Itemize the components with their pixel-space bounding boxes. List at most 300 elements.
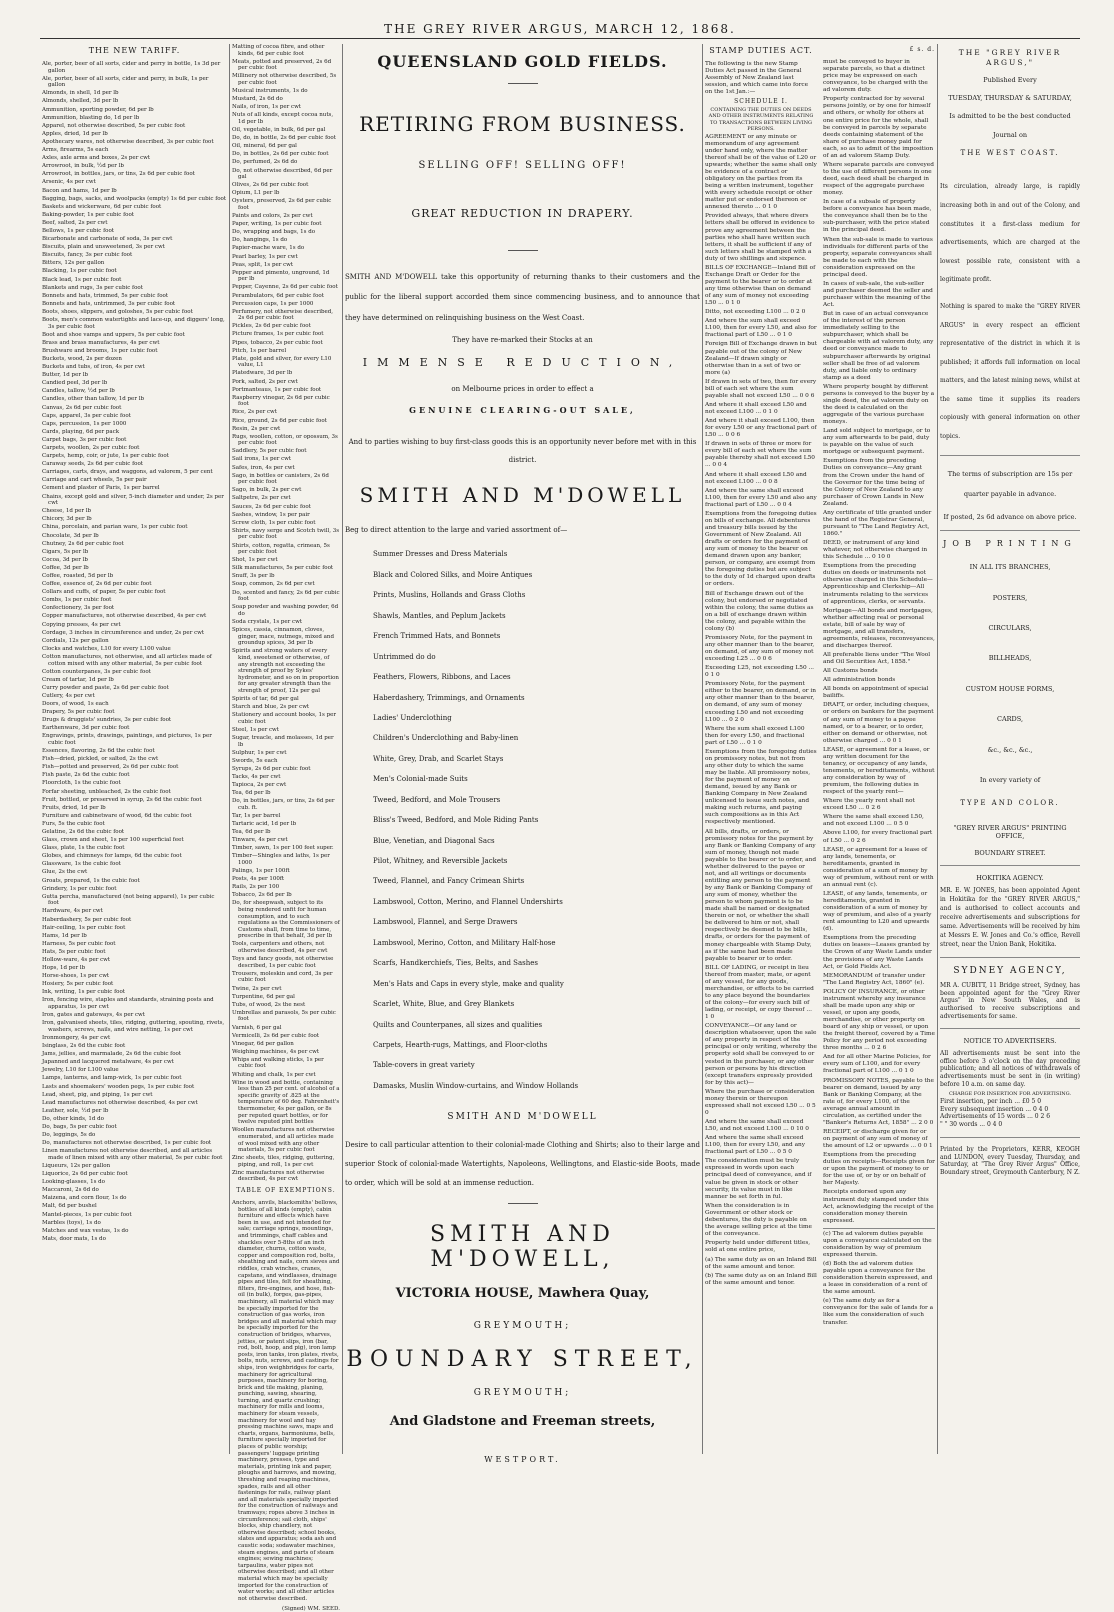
stamp-entry: DEED, or instrument of any kind whatever, not otherwise charged in this Schedule ... 0 10 0 xyxy=(823,540,928,561)
tariff-line: Arsenic, 4s per cwt xyxy=(42,179,96,186)
tariff-line: Iron, galvanised sheets, tiles, ridging, guttering, spouting, rivets, washers, screws, nails, and wire netting, 1s per cwt xyxy=(42,1020,225,1033)
tariff-line: Spirits and strong waters of every kind, sweetened or otherwise, of any strength not exceeding the strength of proof by Sykes' hydrometer, and so on in proportion for any greater strength than the strength of proof, 12s per gal xyxy=(232,648,339,694)
goods-item: Lambswool, Flannel, and Serge Drawers xyxy=(373,918,518,927)
westport: WESTPORT. xyxy=(484,1454,561,1464)
tariff-line: Tinware, 4s per cwt xyxy=(232,837,288,844)
tariff-line: Do, hangings, 1s do xyxy=(232,237,288,244)
stamp-entry: All Customs bonds xyxy=(823,668,878,675)
tariff-line: Do, do, in bottle, 2s 6d per cubic foot xyxy=(232,135,336,142)
stamp-entry: must be conveyed to buyer in separate parcels, so that a distinct price may be expressed on each conveyance, to be charged with the ad valorem duty. xyxy=(823,59,928,94)
tariff-line: Haberdashery, 5s per cubic foot xyxy=(42,916,132,923)
rule xyxy=(940,530,1080,531)
stamp-entry: In case of a subsale of property before a conveyance has been made, the conveyance shall then be to the sub-purchaser, with the price stated in the principal deed. xyxy=(823,199,932,234)
schedule-subheading: CONTAINING THE DUTIES ON DEEDS AND OTHER INSTRUMENTS RELATING TO TRANSACTIONS BETWEEN LIVING PERSONS. xyxy=(708,107,814,132)
stamp-entry: And where the same shall exceed L50, and not exceed L100 ... 0 10 0 xyxy=(705,1119,809,1133)
tariff-line: Whips and walking sticks, 1s per cubic foot xyxy=(232,1056,324,1070)
tariff-line: Ammunition, sporting powder, 6d per lb xyxy=(42,106,154,113)
tariff-line: Fish—dried, pickled, or salted, 2s the cwt xyxy=(42,756,159,763)
tariff-line: Leather, sole, ½d per lb xyxy=(42,1107,109,1114)
tariff-line: Lasts and shoemakers' wooden pegs, 1s per cubic foot xyxy=(42,1083,195,1090)
rule xyxy=(940,957,1080,958)
column-rule xyxy=(342,44,343,1454)
tariff-line: Peas, split, 1s per cwt xyxy=(232,261,294,268)
tariff-line: Mustard, 2s 6d do xyxy=(232,96,283,103)
tariff-line: Tea, 6d per lb xyxy=(232,790,271,797)
tariff-line: Earthenware, 3d per cubic foot xyxy=(42,725,130,732)
tariff-line: Linen manufactures not otherwise described, and all articles made of linen mixed with any other material, 5s per cubic foot xyxy=(42,1148,223,1161)
tariff-line: Furniture and cabinetware of wood, 6d the cubic foot xyxy=(42,812,192,819)
schedule-heading: SCHEDULE I. xyxy=(734,98,788,106)
stamp-entry: All bonds on appointment of special bailiffs. xyxy=(823,686,929,700)
tariff-line: Fish paste, 2s 6d the cubic foot xyxy=(42,772,130,779)
tariff-line: Cement and plaster of Paris, 1s per barrel xyxy=(42,485,160,492)
tariff-line: Saddlery, 5s per cubic foot xyxy=(232,448,307,455)
stamp-duties-column xyxy=(705,44,935,1454)
tariff-line: Tacks, 4s per cwt xyxy=(232,773,281,780)
tariff-line: Marbles (toys), 1s do xyxy=(42,1219,101,1226)
tariff-line: Nuts of all kinds, except cocoa nuts, 1d per lb xyxy=(232,112,334,125)
tariff-line: Fruits, dried, 1d per lb xyxy=(42,804,106,811)
tariff-line: Carpet bags, 3s per cubic foot xyxy=(42,436,127,443)
sydney-heading: SYDNEY AGENCY, xyxy=(953,966,1067,977)
stamp-entry: If drawn in sets of three or more for every bill of each set where the sum payable thereby shall not exceed L50 ... 0 0 4 xyxy=(705,441,815,469)
tariff-line: Zinc manufactures not otherwise described, 4s per cwt xyxy=(232,1169,325,1183)
tariff-line: Maccaroni, 2s 6d do xyxy=(42,1187,99,1194)
tariff-line: Pitch, 1s per barrel xyxy=(232,347,287,354)
stamp-entry: LEASE, or agreement for a lease of any lands, tenements, or hereditaments, granted in consideration of a sum of money by way of premium, without rent or with an annual rent (c). xyxy=(823,846,934,888)
tariff-line: Almonds, shelled, 3d per lb xyxy=(42,98,119,105)
tariff-line: Zinc sheets, tiles, ridging, guttering, piping, and roll, 1s per cwt xyxy=(232,1155,335,1168)
tariff-line: Weighing machines, 4s per cwt xyxy=(232,1048,320,1055)
tariff-line: Palings, 1s per 100ft xyxy=(232,868,290,875)
tariff-line: Woollen manufactures not otherwise enumerated, and all articles made of wool mixed with any other materials, 5s per cubic foot xyxy=(232,1127,335,1154)
stamp-note: (d) Both the ad valorem duties payable upon a conveyance for the consideration therein expressed, and a lease in consideration of a rent of the same amount. xyxy=(823,1261,933,1296)
tariff-line: Pipes, tobacco, 2s per cubic foot xyxy=(232,339,323,346)
tariff-line: Oil, mineral, 6d per gal xyxy=(232,143,297,150)
office-line: "GREY RIVER ARGUS" PRINTING OFFICE, xyxy=(953,823,1067,841)
tariff-line: Millinery not otherwise described, 5s per cubic foot xyxy=(232,73,337,86)
tariff-line: Baskets and wickerware, 6d per cubic foot xyxy=(42,203,162,210)
stamp-notes-b xyxy=(823,1228,935,1327)
tariff-line: Bicarbonate and carbonate of soda, 3s per cwt xyxy=(42,236,173,243)
tariff-line: Fruit, bottled, or preserved in syrup, 2s 6d the cubic foot xyxy=(42,796,202,803)
tariff-line: Essences, flavoring, 2s 6d the cubic foot xyxy=(42,748,155,755)
journal-line: Journal on xyxy=(992,130,1028,139)
tariff-line: Combs, 1s per cubic foot xyxy=(42,597,112,604)
tariff-line: Raspberry vinegar, 2s 6d per cubic foot xyxy=(232,394,330,408)
tariff-line: Carpets, woollen, 2s per cubic foot xyxy=(42,445,140,451)
tariff-line: Cutlery, 4s per cwt xyxy=(42,692,95,699)
tariff-line: Tartaric acid, 1d per lb xyxy=(232,820,297,827)
tariff-line: Picture frames, 1s per cubic foot xyxy=(232,331,324,338)
stamp-entry: Promissory Note, for the payment in any other manner than to the bearer, on demand, of any sum of money not exceeding L25 ... 0 0 6 xyxy=(705,634,815,663)
stamp-entry: All bills, drafts, or orders, or promissory notes for the payment by any Bank or Banking Company of any sum of money, though not made payable to the bearer or to order, and whether delivered to the payee or not, and all writings or documents entitling any person to the payment by any Bank or Banking Company of any sum of money, whether the person to whom payment is to be made shall be named or designated therein or not, or whether the shall be delivered to him or not, shall respectively be deemed to be bills, drafts, or orders for the payment of money chargeable with Stamp Duty, as if the same had been made payable to bearer or to order. xyxy=(705,828,817,962)
tariff-line: Papier-mache ware, 1s do xyxy=(232,245,305,252)
tariff-line: Almonds, in shell, 1d per lb xyxy=(42,90,119,97)
service-item: &c., &c., &c., xyxy=(987,745,1033,754)
tariff-line: Pearl barley, 1s per cwt xyxy=(232,253,298,260)
tariff-line: Vermicelli, 2s 6d per cubic foot xyxy=(232,1032,320,1039)
tariff-line: Ammunition, blasting do, 1d per lb xyxy=(42,114,140,121)
job-printing-heading: JOB PRINTING xyxy=(943,538,1077,548)
desire-paragraph: Desire to call particular attention to their colonial-made Clothing and Shirts; also to their large and superior Stock of colonial-made Watertights, Napoleons, Wellingtons, and Elastic-side Boots, made to order, which will be sold at an immense reduction. xyxy=(345,1141,700,1188)
tariff-line: Do, other kinds, 1d do xyxy=(42,1115,104,1122)
tariff-line: Candles, other than tallow, 1d per lb xyxy=(42,396,144,403)
tariff-line: Mats, door mats, 1s do xyxy=(42,1235,106,1242)
tariff-line: Musical instruments, 1s do xyxy=(232,88,308,95)
tariff-line: Collars and cuffs, of paper, 5s per cubic foot xyxy=(42,589,166,596)
stamp-heading: STAMP DUTIES ACT. xyxy=(709,46,813,55)
boundary-street: BOUNDARY STREET, xyxy=(346,1346,699,1372)
masthead: THE GREY RIVER ARGUS, MARCH 12, 1868. xyxy=(384,22,736,36)
tariff-line: Engravings, prints, drawings, paintings, and pictures, 1s per cubic foot xyxy=(42,733,212,746)
tariff-line: Drapery, 5s per cubic foot xyxy=(42,709,115,716)
tariff-line: Soda crystals, 1s per cwt xyxy=(232,618,303,625)
rule xyxy=(940,1137,1080,1138)
stamp-entry: BILL OF LADING, or receipt in lieu thereof from master, mate, or agent of any vessel, for any goods, merchandise, or effects to be carried to any place beyond the boundaries of the colony—for every such bill of lading, or receipt, or copy thereof ... 1 0 xyxy=(705,964,814,1021)
tariff-line: Tar, 1s per barrel xyxy=(232,812,281,819)
tariff-line: Snuff, 3s per lb xyxy=(232,573,275,580)
stamp-entry: DRAFT, or order, including cheques, or orders on bankers for the payment of any sum of money to a payee named, or to a bearer, or to order, either on demand or otherwise, not otherwise charged ... 0 0 1 xyxy=(823,702,934,744)
tariff-line: Apothecary wares, not otherwise described, 3s per cubic foot xyxy=(42,138,214,145)
tariff-line: Fish—potted and preserved, 2s 6d per cubic foot xyxy=(42,764,179,771)
tariff-line: Paper, writing, 1s per cubic foot xyxy=(232,221,322,228)
tariff-line: Do, for sheepwash, subject to its being rendered unfit for human consumption, and to such regulations as the Commissioners of Customs shall, from time to time, prescribe in that behalf, 3d per lb xyxy=(232,900,340,940)
service-item: POSTERS, xyxy=(992,593,1028,602)
beg-line: Beg to direct attention to the large and varied assortment of— xyxy=(345,526,568,535)
tariff-line: Meats, potted and preserved, 2s 6d per cubic foot xyxy=(232,58,332,72)
rate-line: First insertion, per inch ... £0 5 0 xyxy=(940,1097,1042,1105)
stamp-entry: Provided always, that where divers letters shall be offered in evidence to prove any agreement between the parties who shall have written such letters, it shall be sufficient if any of such letters shall be stamped with a duty of two shillings and sixpence. xyxy=(705,213,815,262)
west-coast-line: THE WEST COAST. xyxy=(960,149,1060,158)
rule xyxy=(940,865,1080,866)
tariff-line: Shirts, cotton, regatta, crimean, 5s per cubic foot xyxy=(232,542,330,556)
stamp-entry: Bill of Exchange drawn out of the colony, but endorsed or negotiated within the colony, the same duties as on a bill of exchange drawn within the colony, and payable within the colony (b) xyxy=(705,590,814,632)
stamp-entry: LEASE, or agreement for a lease, or any written document for the tenancy, or occupancy of any lands, tenements, or hereditaments, without any consideration by way of premium, the following duties in respect of the yearly rent— xyxy=(823,746,935,796)
goods-item: Untrimmed do do xyxy=(373,652,436,661)
stamp-intro: The following is the new Stamp Duties Act passed in the General Assembly of New Zealand last session, and which came into force on the 1st Jan.:— xyxy=(705,61,809,96)
tariff-line: Do, leggings, 5s do xyxy=(42,1132,96,1139)
tariff-line: Isinglass, 2s 6d the cubic foot xyxy=(42,1043,126,1050)
stamp-entry: Exemptions from the preceding duties on receipts—Receipts given for or upon the payment of money to or for the use of, or by or on behalf of her Majesty. xyxy=(823,1152,935,1187)
tariff-line: Stationery and account books, 1s per cubic foot xyxy=(232,712,336,725)
tariff-line: Copying presses, 4s per cwt xyxy=(42,621,121,628)
goods-list xyxy=(345,544,700,1096)
tariff-line: Beef, salted, 2s per cwt xyxy=(42,219,108,226)
stamp-entry: The consideration must be truly expressed in words upon each principal deed of conveyance, and if value be given in stock or other security, its value must in like manner be set forth in ful. xyxy=(705,1158,812,1200)
tariff-line: Bagging, bags, sacks, and woolpacks (empty) 1s 6d per cubic foot xyxy=(42,195,227,202)
tariff-line: Arrowroot, in bulk, ½d per lb xyxy=(42,163,124,170)
stamp-entry: BILLS OF EXCHANGE—Inland Bill of Exchange Draft or Order for the payment to the bearer or to order at any time otherwise than on demand of any sum of money not exceeding L50 ... 0 1 0 xyxy=(705,264,816,307)
stamp-entry: Receipts endorsed upon any instrument duly stamped under this Act, acknowledging the receipt of the consideration money therein expressed. xyxy=(823,1189,934,1224)
tariff-line: Chutney, 2s 6d per cubic foot xyxy=(42,540,124,547)
tariff-line: Clocks and watches, L10 for every L100 value xyxy=(42,645,171,652)
street-line: BOUNDARY STREET. xyxy=(974,848,1046,857)
tariff-line: Spirits of tar, 6d per gal xyxy=(232,695,299,702)
tariff-line: Boots, shoes, slippers, and goloshes, 5s per cubic foot xyxy=(42,308,193,315)
column-rule xyxy=(937,44,938,1454)
tariff-line: Copper manufactures, not otherwise described, 4s per cwt xyxy=(42,613,207,620)
circulation-paragraph: Its circulation, already large, is rapidly increasing both in and out of the Colony, and constitutes it a first-class medium for advertisements, which are charged at the lowest possible rate, consistent with a legitimate profit. xyxy=(940,183,1080,284)
stamp-entry: Where the purchase or consideration money therein or thereupon expressed shall not exceed L50 ... 0 5 0 xyxy=(705,1088,816,1116)
rule xyxy=(940,1028,1080,1029)
tariff-line: Grindery, 1s per cubic foot xyxy=(42,885,117,892)
tariff-line: Bacon and hams, 1d per lb xyxy=(42,187,117,194)
tariff-line: Chicory, 3d per lb xyxy=(42,516,92,523)
retiring-heading: RETIRING FROM BUSINESS. xyxy=(359,112,686,136)
goods-item: Haberdashery, Trimmings, and Ornaments xyxy=(373,693,525,702)
tariff-line: Pepper, Cayenne, 2s 6d per cubic foot xyxy=(232,284,338,291)
stamp-notes-a xyxy=(705,1257,817,1287)
published-line: Published Every xyxy=(983,75,1037,84)
terms-line: The terms of subscription are 15s per quarter payable in advance. xyxy=(947,469,1073,499)
tariff-line: Chains, except gold and silver, 5-inch diameter and under, 2s per cwt xyxy=(42,493,224,507)
tariff-line: Hams, 1d per lb xyxy=(42,932,87,939)
tariff-line: Percussion caps, 1s per 1000 xyxy=(232,300,314,307)
smith-heading-3: SMITH AND M'DOWELL, xyxy=(430,1221,615,1272)
tariff-line: Hats, 5s per cubic foot xyxy=(42,948,106,955)
tariff-line: Rice, ground, 2s 6d per cubic foot xyxy=(232,417,327,424)
tariff-line: Pickles, 2s 6d per cubic foot xyxy=(232,323,311,330)
stamp-entry: Mortgage—All bonds and mortgages, whether affecting real or personal estate, bill of sale by way of mortgage, and all transfers, agreements, releases, reconveyances, and discharges thereof. xyxy=(823,607,935,649)
tariff-line: Floorcloth, 1s the cubic foot xyxy=(42,780,121,787)
goods-item: Scarlet, White, Blue, and Grey Blankets xyxy=(373,1000,515,1009)
tariff-line: Do, wrapping and bags, 1s do xyxy=(232,229,316,236)
parties-paragraph: And to parties wishing to buy first-class goods this is an opportunity never before met with in this district. xyxy=(348,437,697,465)
smith-heading-1: SMITH AND M'DOWELL xyxy=(359,483,686,508)
tariff-line: Furs, 5s the cubic foot xyxy=(42,820,105,827)
tariff-line: Whiting and chalk, 1s per cwt xyxy=(232,1071,316,1078)
tariff-line: Cotton manufactures, not otherwise, and all articles made of cotton mixed with any other material, 5s per cubic foot xyxy=(42,653,212,667)
tariff-line: Spices, cassia, cinnamon, cloves, ginger, mace, nutmegs, mixed and groundup spices, 3d per lb xyxy=(232,627,334,647)
money-columns: £ s. d. xyxy=(909,46,935,53)
tariff-line: Candied peel, 3d per lb xyxy=(42,380,108,387)
immense-reduction: IMMENSE REDUCTION, xyxy=(362,355,683,369)
tariff-line: Cotton counterpanes, 3s per cubic foot xyxy=(42,668,151,675)
tariff-line: Paints and colors, 2s per cwt xyxy=(232,213,313,220)
tariff-line: Ale, porter, beer of all sorts, cider and perry in bottle, 1s 3d per gallon xyxy=(42,61,221,74)
tariff-line: Bonnets and hats, trimmed, 5s per cubic foot xyxy=(42,292,169,299)
stamp-entry: In cases of sub-sale, the sub-seller and purchaser deemed the seller and purchaser within the meaning of the Act. xyxy=(823,280,933,309)
notice-heading: NOTICE TO ADVERTISERS. xyxy=(963,1037,1057,1046)
tariff-line: Cheese, 1d per lb xyxy=(42,508,92,515)
tariff-line: Do, perfumed, 2s 6d do xyxy=(232,159,298,166)
goods-item: Damasks, Muslin Window-curtains, and Window Hollands xyxy=(373,1081,579,1090)
gladstone-streets: And Gladstone and Freeman streets, xyxy=(389,1413,656,1429)
tariff-line: Posts, 4s per 100ft xyxy=(232,876,285,883)
tariff-line: Coffee, roasted, 5d per lb xyxy=(42,573,114,579)
stamp-entry: All administration bonds xyxy=(823,677,896,684)
tariff-line: Tools, carpenters and others, not otherwise described, 4s per cwt xyxy=(232,941,328,955)
stamp-entry: Where the same shall exceed L50, and not exceed L100 ... 0 5 0 xyxy=(823,814,924,828)
tariff-line: Opium, L1 per lb xyxy=(232,190,280,197)
stamp-entry: POLICY OF INSURANCE, or other instrument whereby any insurance shall be made upon any ship or vessel, or upon any goods, merchandise, or other property on board of any ship or vessel, or upon the freight thereof, covered by a Time Policy for any period not exceeding three months ... 0 2 6 xyxy=(823,988,935,1052)
tariff-line: Tea, 6d per lb xyxy=(232,829,271,836)
tariff-line: Buckets and tubs, of iron, 4s per cwt xyxy=(42,364,145,371)
goods-item: Men's Hats and Caps in every style, make and quality xyxy=(373,979,564,988)
tariff-line: Iron, gates and gateways, 4s per cwt xyxy=(42,1012,145,1019)
stamp-entry: Exemptions from the preceding duties on deeds or instruments not otherwise charged in this Schedule—Apprenticeship and Clerkship—All instruments relating to the services of apprentices, clerks, or servants. xyxy=(823,563,933,605)
tariff-line: Turpentine, 6d per gal xyxy=(232,993,295,1000)
stamp-entry: When the consideration is in Government or other stock or debentures, the duty is payable on the average selling price at the time of the conveyance. xyxy=(705,1202,812,1237)
tariff-line: Silk manufactures, 5s per cubic foot xyxy=(232,565,334,572)
tariff-line: Portmanteaus, 1s per cubic foot xyxy=(232,386,322,393)
stamp-entry: Above L100, for every fractional part of L50 ... 0 2 6 xyxy=(823,830,933,844)
greymouth-1: GREYMOUTH; xyxy=(473,1320,572,1331)
tariff-line: Confectionery, 3s per foot xyxy=(42,605,115,612)
melbourne-line: on Melbourne prices in order to effect a xyxy=(451,384,594,393)
tariff-list-2 xyxy=(232,44,340,1183)
tariff-line: Curry powder and paste, 2s 6d per cubic foot xyxy=(42,684,169,691)
stamp-entry: Promissory Note, for the payment either to the bearer, on demand, or in any other manner than to the bearer, on demand, of any sum of money exceeding L50 and not exceeding L100 ... 0 2 0 xyxy=(705,681,816,723)
stamp-entry: And where the same shall exceed L100, then for every L50, and any fractional part of L50 ... 0 5 0 xyxy=(705,1135,806,1156)
service-item: BILLHEADS, xyxy=(988,654,1032,663)
tariff-line: Caps, apparel, 3s per cubic foot xyxy=(42,412,131,419)
admitted-line: Is admitted to be the best conducted xyxy=(949,112,1071,121)
tariff-line: Horse-shoes, 1s per cwt xyxy=(42,973,110,980)
tariff-line: Boot and shoe vamps and uppers, 5s per cubic foot xyxy=(42,331,185,338)
branches-line: IN ALL ITS BRANCHES, xyxy=(969,563,1051,572)
tariff-line: Apparel, not otherwise described, 5s per cubic foot xyxy=(42,122,186,129)
tariff-line: Carriage and cart wheels, 5s per pair xyxy=(42,477,147,484)
stamp-entry: Exceeding L25, not exceeding L50 ... 0 1 0 xyxy=(705,665,815,679)
tariff-line: Glassware, 1s the cubic foot xyxy=(42,861,121,868)
rule xyxy=(508,1203,538,1204)
tariff-line: Lead, sheet, pig, and piping, 1s per cwt xyxy=(42,1091,153,1098)
tariff-line: Glass, plate, 1s the cubic foot xyxy=(42,845,125,852)
stamp-entry: Exemptions from the foregoing duties on bills of exchange. All debentures and treasury bills issued by the Government of New Zealand. All drafts or orders for the payment of any sum of money to the bearer on demand drawn upon any banker, person, or company, are exempt from the foregoing duties but are subject to the duty of 1d charged upon drafts or orders. xyxy=(705,510,817,588)
goods-item: Men's Colonial-made Suits xyxy=(373,775,468,784)
tariff-line: Do, scented and fancy, 2s 6d per cubic foot xyxy=(232,589,340,603)
rate-line: Every subsequent insertion ... 0 4 0 xyxy=(940,1105,1049,1113)
tariff-line: Looking-glasses, 1s do xyxy=(42,1179,105,1186)
tariff-line: Pepper and pimento, unground, 1d per lb xyxy=(232,269,330,283)
tariff-line: Gutta percha, manufactured (not being apparel), 1s per cubic foot xyxy=(42,893,215,907)
tariff-line: Do, manufactures not otherwise described, 1s per cubic foot xyxy=(42,1140,212,1147)
stamp-entry: And where it shall exceed L50 and not exceed L100 ... 0 0 8 xyxy=(705,471,807,485)
tariff-heading: THE NEW TARIFF. xyxy=(88,46,181,55)
goods-item: Feathers, Flowers, Ribbons, and Laces xyxy=(373,673,511,682)
goods-item: French Trimmed Hats, and Bonnets xyxy=(373,632,501,641)
tariff-line: Soap powder and washing powder, 6d do xyxy=(232,604,339,617)
goods-item: Lambswool, Cotton, Merino, and Flannel Undershirts xyxy=(373,897,563,906)
queensland-heading: QUEENSLAND GOLD FIELDS. xyxy=(377,52,668,71)
tariff-line: Ale, porter, beer of all sorts, cider and perry, in bulk, 1s per gallon xyxy=(42,75,209,89)
tariff-line: Apples, dried, 1d per lb xyxy=(42,130,108,137)
remarked-line: They have re-marked their Stocks at an xyxy=(452,335,593,344)
stamp-entry: All preferable liens under "The Wool and Oil Securities Act, 1858." xyxy=(823,652,931,666)
tariff-line: Sugar, treacle, and molasses, 1d per lb xyxy=(232,734,334,748)
notice-paragraph: All advertisements must be sent into the office before 3 o'clock on the day preceding publication; and all notices of withdrawals of advertisements must be sent in (in writing) before 10 a.m. on same day. xyxy=(940,1049,1080,1088)
tariff-line: Iron, fencing wire, staples and standards, straining posts and apparatus, 1s per cwt xyxy=(42,997,214,1011)
tariff-line: Hosiery, 5s per cubic foot xyxy=(42,981,114,988)
tariff-line: Harness, 5s per cubic foot xyxy=(42,940,116,947)
days-line: TUESDAY, THURSDAY & SATURDAY, xyxy=(948,93,1072,102)
rate-line: " " 30 words ... 0 4 0 xyxy=(940,1121,1003,1129)
tariff-line: Cocoa, 3d per lb xyxy=(42,556,88,563)
tariff-line: Soap, common, 2s 6d per cwt xyxy=(232,581,315,588)
tariff-line: Varnish, 6 per gal xyxy=(232,1024,282,1031)
stamp-entry: Exemptions from the preceding duties on leases—Leases granted by the Crown of any Waste Lands under the provisions of any Waste Lands Act, or Gold Fields Act. xyxy=(823,935,932,970)
tariff-line: Sago, in bulk, 2s per cwt xyxy=(232,487,302,494)
service-item: CARDS, xyxy=(996,715,1024,724)
goods-item: Summer Dresses and Dress Materials xyxy=(373,550,508,559)
tariff-line: Perambulators, 6d per cubic foot xyxy=(232,292,324,299)
tariff-line: Rice, 2s per cwt xyxy=(232,409,277,416)
nothing-paragraph: Nothing is spared to make the "GREY RIVER ARGUS" in every respect an efficient representative of the district in which it is published; it affords full information on local matters, and the latest mining news, whilst at the same time it supplies its readers copiously with general information on other topics. xyxy=(940,302,1080,441)
tariff-column-2 xyxy=(232,44,340,1612)
tariff-line: Perfumery, not otherwise described, 2s 6d per cubic foot xyxy=(232,308,334,322)
tariff-line: Sago, in bottles or canisters, 2s 6d per cubic foot xyxy=(232,472,329,486)
tariff-line: Hollow-ware, 4s per cwt xyxy=(42,957,111,963)
tariff-line: Arms, firearms, 5s each xyxy=(42,147,109,154)
tariff-line: Glue, 2s the cwt xyxy=(42,869,88,876)
stamp-entry: If drawn in sets of two, then for every bill of each set where the sum payable shall not exceed L50 ... 0 0 6 xyxy=(705,378,817,399)
tariff-line: Lead manufactures not otherwise described, 4s per cwt xyxy=(42,1099,198,1106)
tariff-line: Cigars, 5s per lb xyxy=(42,548,89,555)
tariff-line: Wine in wood and bottle, containing less than 25 per cent. of alcohol of a specific gravity of .825 at the temperature of 60 deg. Fahrenheit's thermometer, 4s per gallon, or 8s per reputed quart bottles, or for twelve reputed pint bottles xyxy=(232,1079,340,1126)
tariff-line: Blacking, 1s per cubic foot xyxy=(42,268,117,275)
tariff-line: Sauces, 2s 6d per cubic foot xyxy=(232,503,311,510)
tariff-line: Caraway seeds, 2s 6d per cubic foot xyxy=(42,461,144,468)
sydney-paragraph: MR A. CUBITT, 11 Bridge street, Sydney, has been appointed agent for the "Grey River Argus" in New South Wales, and is authorised to receive subscriptions and advertisements for same. xyxy=(940,982,1080,1020)
tariff-line: Coffee, 3d per lb xyxy=(42,564,89,571)
tariff-line: Lamps, lanterns, and lamp-wick, 1s per cubic foot xyxy=(42,1075,182,1082)
goods-item: Quilts and Counterpanes, all sizes and qualities xyxy=(373,1020,543,1029)
stamp-entry: And where the same shall exceed L100, then for every L50 and also any fractional part of L50 ... 0 0 4 xyxy=(705,487,817,508)
goods-item: Black and Colored Silks, and Moire Antiques xyxy=(373,570,533,579)
tariff-line: Vinegar, 6d per gallon xyxy=(232,1040,294,1047)
stamp-entries-2 xyxy=(823,59,935,1225)
stamp-entry: AGREEMENT or any minute or memorandum of any agreement under hand only, where the matter thereof shall be of the value of L20 or upwards; whether the same shall only be evidence of a contract or obligatory on the parties from its being a written instrument, together with every schedule receipt or other matter put or endorsed thereon or annexed thereto ... 0 1 0 xyxy=(705,133,817,211)
tariff-line: Carriages, carts, drays, and waggons, ad valorem, 5 per cent xyxy=(42,469,213,476)
tariff-line: Jewelry, L10 for L100 value xyxy=(42,1067,119,1074)
rates-list xyxy=(940,1098,1080,1129)
stamp-entry: Property contracted for by several persons jointly, or by one for himself and others, or wholly for others at one entire price for the whole, shall be conveyed in parcels by separate deeds containing statement of the share of purchase money paid for each, so as to admit of the imposition of an ad valorem Stamp Duty. xyxy=(823,96,934,159)
tariff-line: Umbrellas and parasols, 5s per cubic foot xyxy=(232,1009,336,1023)
stamp-entry: Where property bought by different persons is conveyed to the buyer by a single deed, the ad valorem duty on the deed is calculated on the aggregate of the various purchase moneys. xyxy=(823,383,935,426)
stamp-note: (e) The same duty as for a conveyance for the sale of lands for a like sum the consideration of such transfer. xyxy=(823,1298,934,1326)
tariff-line: Nails, of iron, 1s per cwt xyxy=(232,104,301,111)
tariff-line: Mantel-pieces, 1s per cubic foot xyxy=(42,1211,132,1218)
tariff-line: Tubs, of wood, 2s the nest xyxy=(232,1001,306,1008)
tariff-line: Biscuits, plain and unsweetened, 3s per cwt xyxy=(42,244,165,251)
masthead-rule xyxy=(40,38,1080,39)
argus-title: THE "GREY RIVER ARGUS," xyxy=(958,48,1062,67)
stamp-entry: Where the yearly rent shall not exceed L50 ... 0 2 6 xyxy=(823,798,915,812)
tariff-line: Shot, 1s per cwt xyxy=(232,557,278,564)
goods-item: Children's Underclothing and Baby-linen xyxy=(373,734,519,743)
tariff-line: Cards, playing, 6d per pack xyxy=(42,428,120,435)
goods-item: Bliss's Tweed, Bedford, and Mole Riding Pants xyxy=(373,816,539,825)
variety-line: In every variety of xyxy=(979,776,1041,785)
tariff-line: Sail irons, 1s per cwt xyxy=(232,456,292,463)
tariff-column xyxy=(42,44,227,1454)
tariff-line: Brushware and brooms, 1s per cubic foot xyxy=(42,347,158,354)
tariff-line: Swords, 5s each xyxy=(232,757,278,764)
rate-line: Advertisements of 15 words ... 0 2 6 xyxy=(940,1113,1051,1121)
stamp-entry: Ditto, not exceeding L100 ... 0 2 0 xyxy=(705,309,806,316)
tariff-line: Canvas, 2s 6d per cubic foot xyxy=(42,404,122,411)
stamp-entry: CONVEYANCE—Of any land or description whatsoever, upon the sale of any property in respect of the principal or only writing, whereby the property sold shall be conveyed to or vested in the purchaser, or any other person or persons by his direction (except transfers expressly provided for by this act)— xyxy=(705,1023,817,1086)
tariff-line: Matting of cocoa fibre, and other kinds, 6d per cubic foot xyxy=(232,44,325,57)
stamp-entries xyxy=(705,134,817,1254)
tariff-line: Sulphur, 1s per cwt xyxy=(232,749,287,756)
greymouth-2: GREYMOUTH; xyxy=(473,1387,572,1398)
tariff-line: Buckets, wood, 2s per dozen xyxy=(42,355,122,362)
tariff-line: Liqueurs, 12s per gallon xyxy=(42,1162,111,1169)
tariff-line: Sashes, window, 1s per pair xyxy=(232,511,310,518)
